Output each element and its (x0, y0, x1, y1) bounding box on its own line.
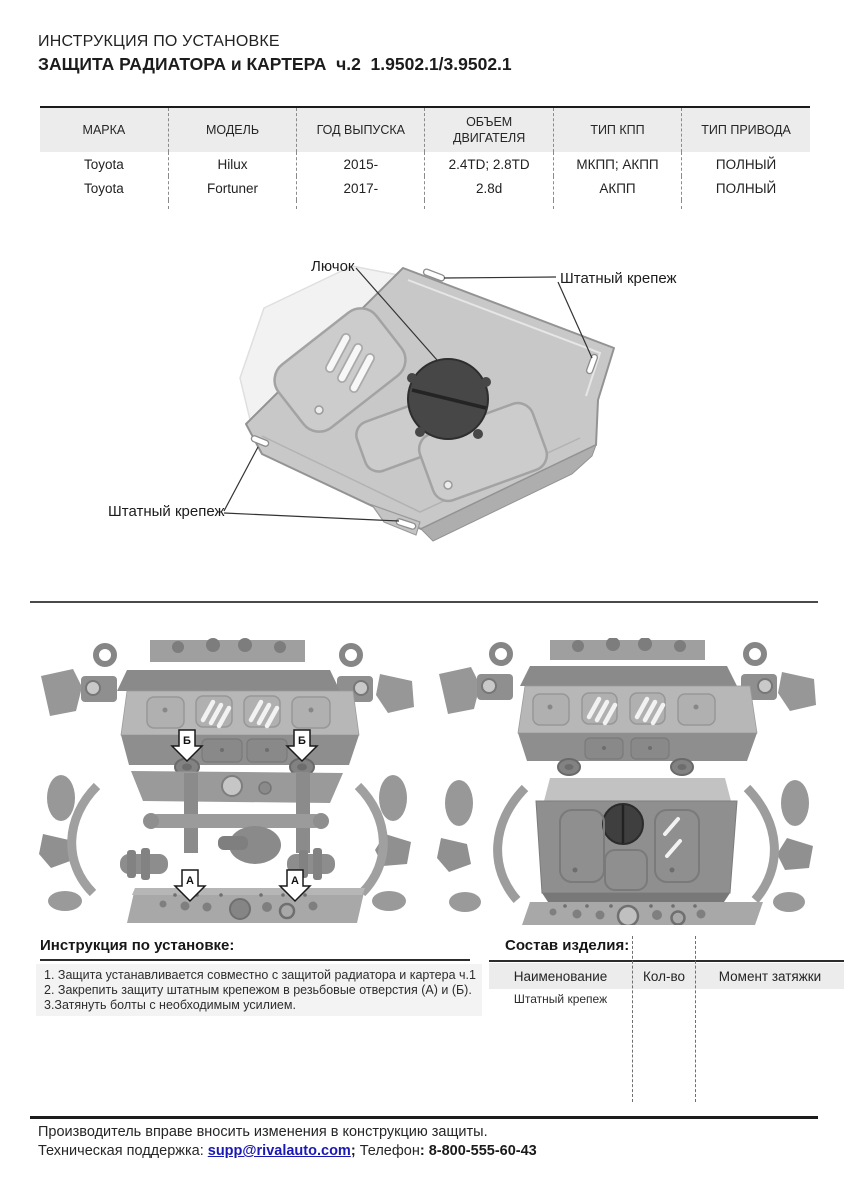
cell-brand: Toyota (84, 156, 124, 172)
column-header: Кол-во (643, 968, 685, 984)
support-line (38, 1143, 537, 1159)
install-step: 2. Закрепить защиту штатным крепежом в резьбовые отверстия (А) и (Б). (44, 983, 472, 997)
contents-header-row (489, 963, 844, 989)
fitment-table (40, 106, 810, 209)
support-email-link[interactable]: supp@rivalauto.com (207, 1143, 351, 1159)
fastener-label-top: Штатный крепеж (560, 270, 677, 287)
column-header: ТИП КПП (553, 107, 681, 152)
tow-hook (96, 646, 114, 664)
cell-brand: Toyota (84, 180, 124, 196)
fastener-label-bottom: Штатный крепеж (108, 503, 225, 520)
suspension-arm (184, 773, 198, 853)
front-crossmember (522, 902, 763, 925)
tow-hook (492, 645, 510, 663)
contents-item: Штатный крепеж (513, 992, 608, 1006)
column-header: МАРКА (40, 107, 168, 152)
heading-rule (489, 960, 844, 962)
control-arm (498, 788, 525, 900)
table-row-spacer (40, 200, 810, 209)
contents-column-divider (632, 936, 633, 1102)
installation-photo-right (435, 638, 820, 925)
svg-text:А: А (291, 875, 299, 887)
cell-year: 2015- (297, 152, 425, 176)
fitment-header-row (40, 107, 810, 152)
column-header: МОДЕЛЬ (168, 107, 296, 152)
footer-rule (30, 1116, 818, 1119)
install-instructions-heading: Инструкция по установке: (40, 937, 235, 954)
radiator-guard-top (520, 666, 737, 686)
contents-column-divider (695, 936, 696, 1102)
column-header: Наименование (513, 968, 608, 984)
table-row (40, 152, 810, 176)
cell-engine: 2.8d (425, 176, 553, 200)
hatch-label: Лючок (311, 258, 355, 275)
page-title: ЗАЩИТА РАДИАТОРА и КАРТЕРА ч.2 1.9502.1/3.9502.1 (38, 54, 512, 74)
support-label: Техническая поддержка: (38, 1143, 208, 1159)
bolt-hole (315, 406, 323, 414)
colon: : (419, 1143, 429, 1159)
radiator-guard-top (117, 670, 340, 691)
tow-hook (746, 645, 764, 663)
column-header: ТИП ПРИВОДА (682, 107, 810, 152)
suspension-arm (296, 773, 310, 853)
product-drawing (0, 250, 848, 550)
document-subtitle: ИНСТРУКЦИЯ ПО УСТАНОВКЕ (38, 33, 280, 50)
installation-photo-left (35, 638, 420, 925)
column-header: Момент затяжки (718, 968, 822, 984)
column-header: ОБЪЕМ ДВИГАТЕЛЯ (425, 107, 553, 152)
install-step: 3.Затянуть болты с необходимым усилием. (44, 998, 296, 1012)
column-header: ГОД ВЫПУСКА (297, 107, 425, 152)
cell-engine: 2.4TD; 2.8TD (425, 152, 553, 176)
svg-text:Б: Б (298, 735, 306, 747)
manufacturer-notice: Производитель вправе вносить изменения в конструкцию защиты. (38, 1124, 488, 1140)
product-contents-heading: Состав изделия: (505, 937, 630, 954)
install-steps (44, 968, 480, 1013)
cell-drive: ПОЛНЫЙ (682, 176, 810, 200)
cell-drive: ПОЛНЫЙ (682, 152, 810, 176)
cell-model: Hilux (168, 152, 296, 176)
control-arm (72, 786, 97, 893)
table-row (40, 176, 810, 200)
separator: ; (350, 1143, 356, 1159)
cell-year: 2017- (297, 176, 425, 200)
svg-text:Б: Б (183, 735, 191, 747)
cell-model: Fortuner (168, 176, 296, 200)
steering-rack (150, 814, 322, 828)
tow-hook (342, 646, 360, 664)
section-divider (30, 601, 818, 603)
cell-gearbox: АКПП (553, 176, 681, 200)
crankcase-guard-top (544, 778, 731, 801)
control-arm (747, 788, 774, 900)
heading-rule (40, 959, 470, 961)
phone-label: Телефон (355, 1143, 420, 1159)
cell-gearbox: МКПП; АКПП (553, 152, 681, 176)
bolt-hole (444, 481, 452, 489)
install-step: 1. Защита устанавливается совместно с защитой радиатора и картера ч.1 (44, 968, 476, 982)
svg-text:А: А (186, 875, 194, 887)
support-phone: 8-800-555-60-43 (428, 1143, 537, 1159)
